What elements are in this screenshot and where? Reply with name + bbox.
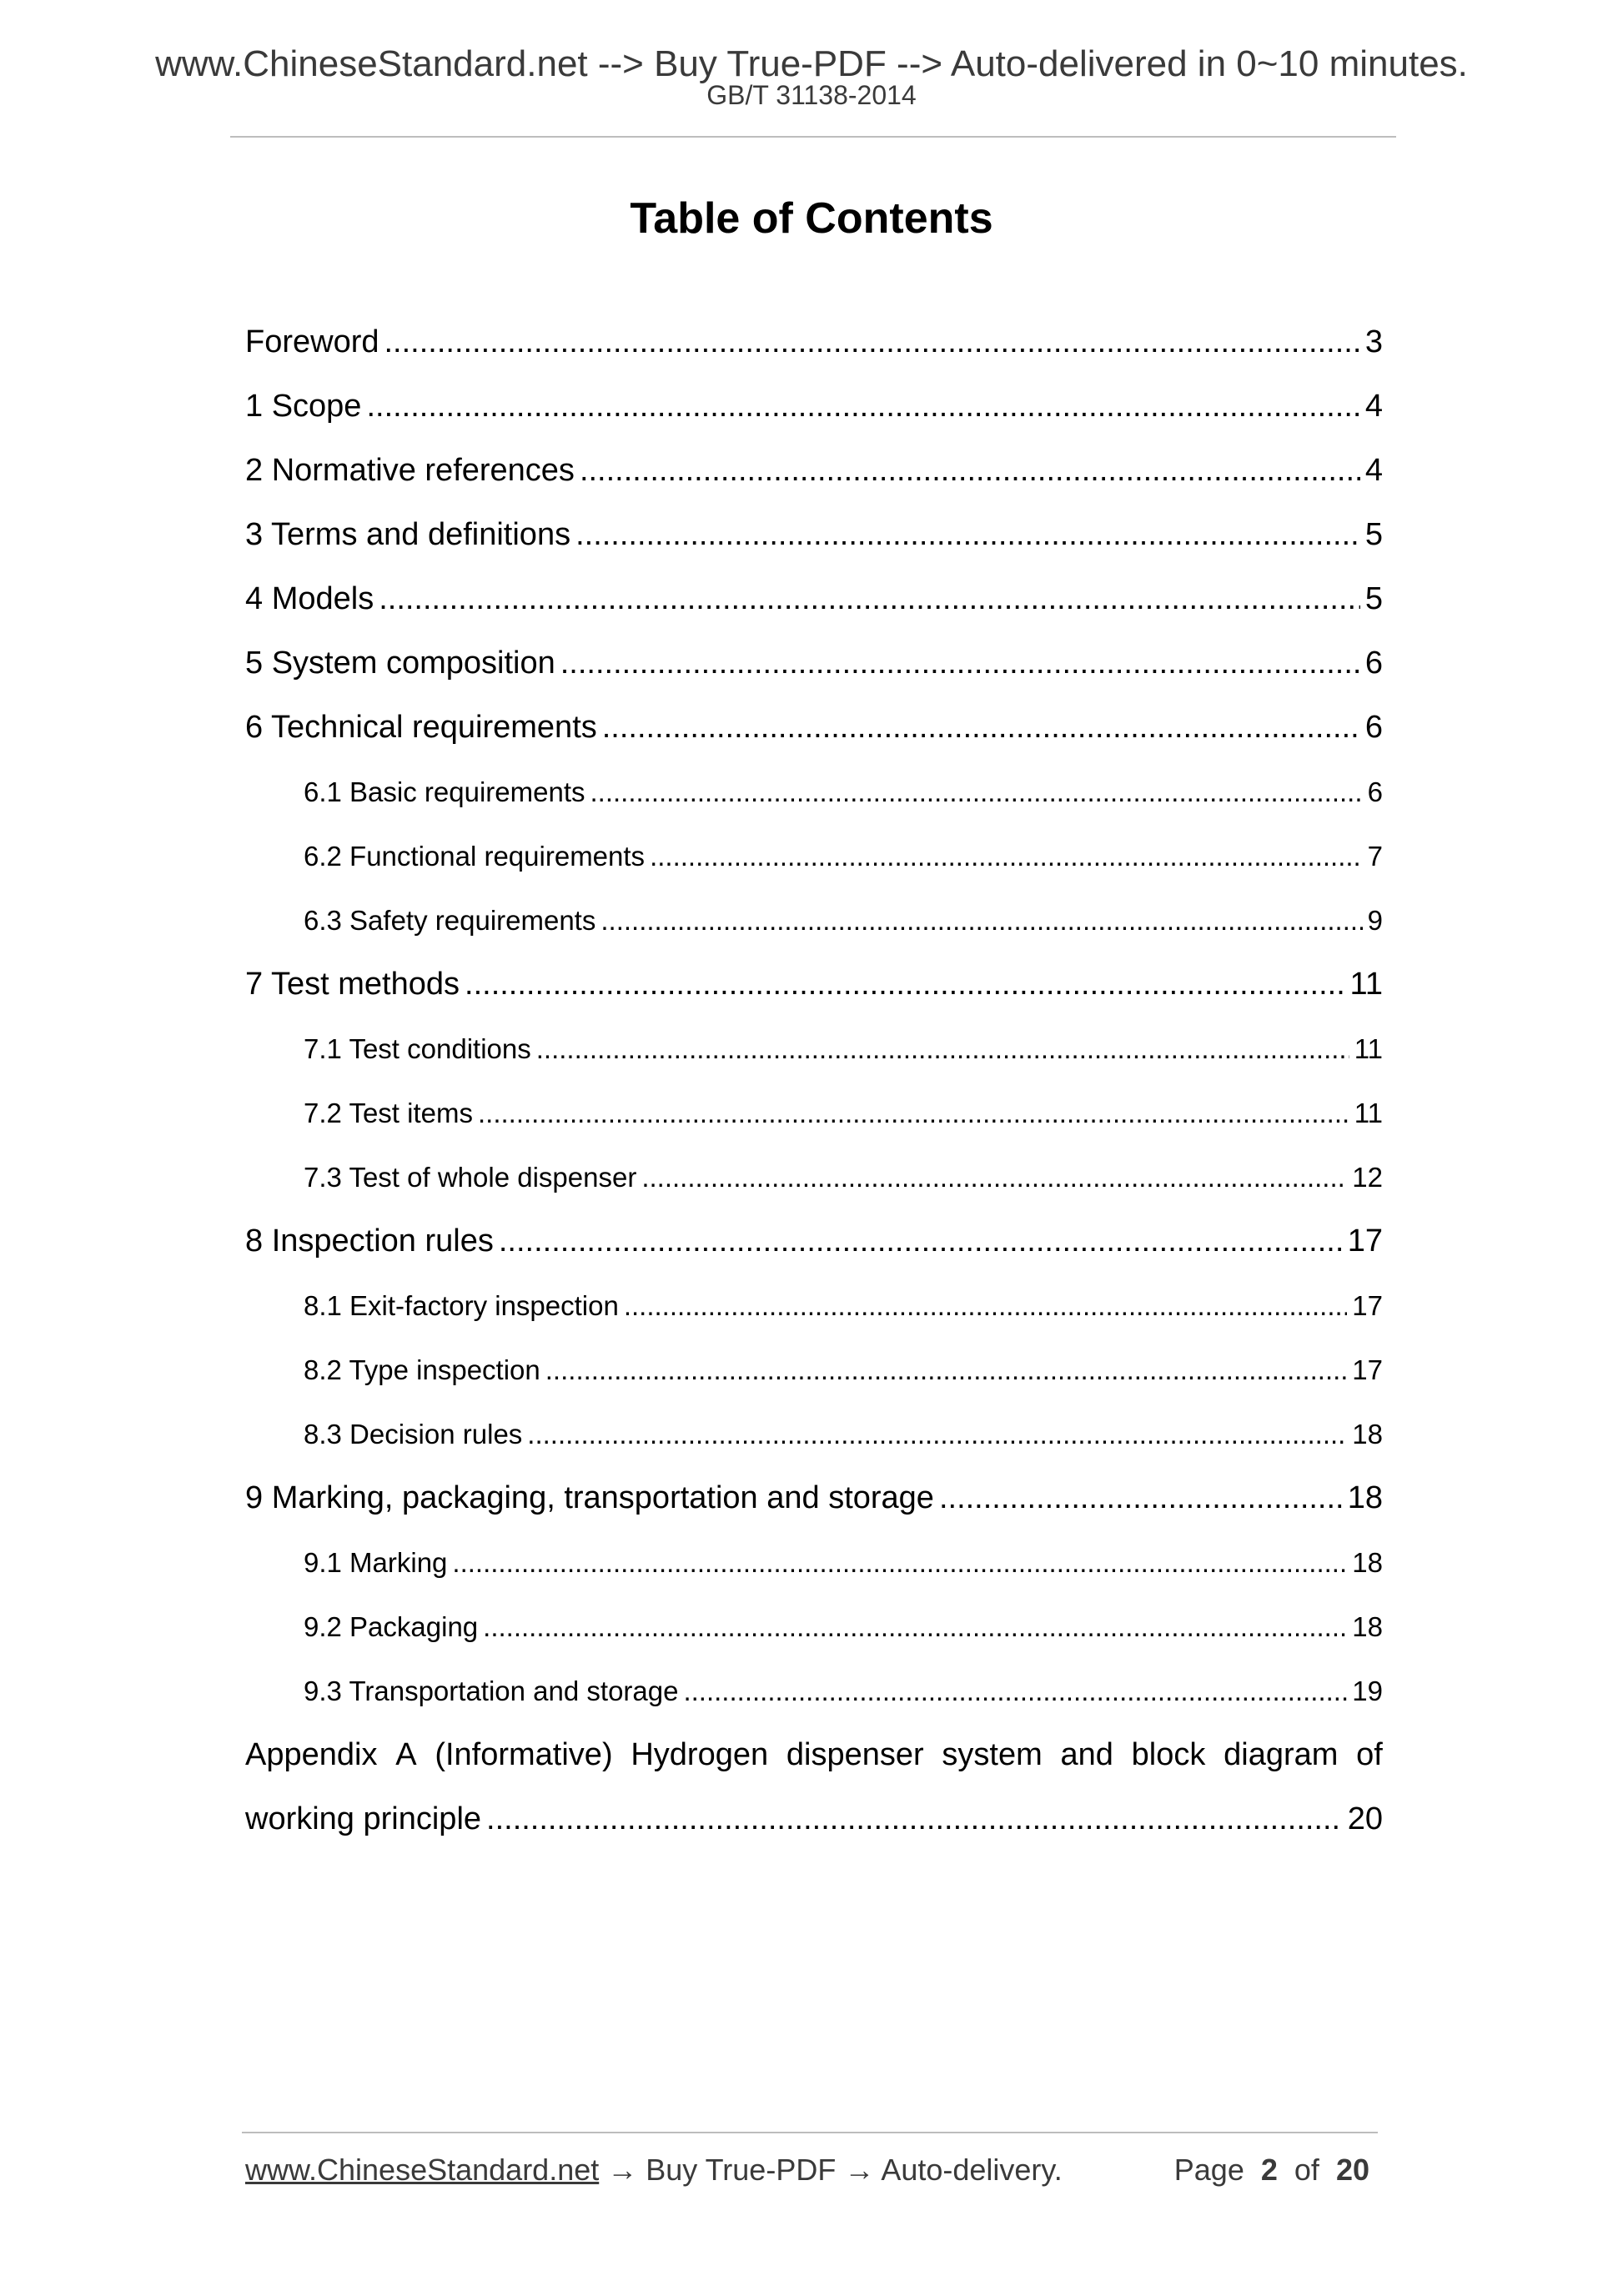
- toc-entry-label: 9.2 Packaging: [304, 1610, 479, 1642]
- footer-site-link[interactable]: www.ChineseStandard.net: [245, 2153, 600, 2187]
- toc-entry-test-methods[interactable]: [245, 952, 1383, 1017]
- toc-entry-page: 11: [1349, 967, 1383, 1002]
- toc-entry-exit-factory-inspection[interactable]: [245, 1274, 1383, 1338]
- toc-entry-appendix-a-continued[interactable]: [245, 1787, 1383, 1851]
- toc-entry-label: 4 Models: [245, 581, 374, 616]
- toc-entry-test-items[interactable]: [245, 1081, 1383, 1145]
- toc-entry-label: 8.1 Exit-factory inspection: [304, 1289, 619, 1321]
- dot-leader: [486, 1801, 1343, 1837]
- dot-leader: [536, 1033, 1349, 1065]
- toc-entry-label: Foreword: [245, 324, 379, 359]
- dot-leader: [379, 581, 1360, 617]
- toc-entry-word: and: [1060, 1737, 1113, 1772]
- toc-entry-page: 4: [1364, 389, 1383, 424]
- toc-entry-safety-requirements[interactable]: [245, 888, 1383, 952]
- toc-entry-label: 6.3 Safety requirements: [304, 904, 596, 936]
- dot-leader: [650, 841, 1363, 872]
- toc-entry-page: 20: [1347, 1801, 1383, 1836]
- toc-entry-page: 18: [1352, 1418, 1383, 1449]
- toc-entry-appendix-a[interactable]: [245, 1723, 1383, 1787]
- toc-entry-label: 6.1 Basic requirements: [304, 776, 585, 807]
- toc-entry-page: 11: [1354, 1097, 1383, 1128]
- dot-leader: [590, 776, 1363, 808]
- dot-leader: [384, 324, 1360, 360]
- toc-entry-label: 7 Test methods: [245, 967, 460, 1002]
- toc-entry-type-inspection[interactable]: [245, 1338, 1383, 1402]
- page-indicator: [1174, 2152, 1369, 2188]
- toc-entry-word: system: [942, 1737, 1043, 1772]
- toc-entry-marking[interactable]: [245, 1530, 1383, 1595]
- toc-entry-marking-packaging-transportation-storage[interactable]: [245, 1466, 1383, 1530]
- toc-entry-word: (Informative): [435, 1737, 613, 1772]
- toc-entry-models[interactable]: [245, 567, 1383, 631]
- header-divider: [230, 136, 1396, 138]
- toc-entry-page: 3: [1364, 324, 1383, 359]
- dot-leader: [641, 1162, 1347, 1193]
- toc-entry-inspection-rules[interactable]: [245, 1209, 1383, 1274]
- toc-entry-label: 3 Terms and definitions: [245, 517, 571, 552]
- toc-entry-transportation-and-storage[interactable]: [245, 1659, 1383, 1723]
- toc-entry-page: 4: [1364, 453, 1383, 488]
- toc-entry-foreword[interactable]: [245, 310, 1383, 374]
- toc-entry-label: 7.1 Test conditions: [304, 1032, 531, 1064]
- toc-entry-page: 5: [1364, 581, 1383, 616]
- of-word: of: [1294, 2153, 1319, 2187]
- dot-leader: [602, 710, 1360, 746]
- toc-entry-terms-and-definitions[interactable]: [245, 503, 1383, 567]
- toc-entry-label: working principle: [245, 1801, 482, 1836]
- toc-entry-label: 8.2 Type inspection: [304, 1354, 540, 1385]
- toc-entry-word: diagram: [1224, 1737, 1339, 1772]
- dot-leader: [545, 1354, 1348, 1386]
- toc-entry-label: 1 Scope: [245, 389, 362, 424]
- toc-entry-normative-references[interactable]: [245, 439, 1383, 503]
- toc-entry-page: 18: [1352, 1546, 1383, 1578]
- dot-leader: [624, 1290, 1347, 1322]
- dot-leader: [499, 1223, 1343, 1259]
- toc-entry-word: Hydrogen: [631, 1737, 769, 1772]
- toc-entry-scope[interactable]: [245, 374, 1383, 439]
- current-page-number: 2: [1260, 2153, 1278, 2187]
- toc-entry-word: A: [395, 1737, 417, 1772]
- toc-entry-packaging[interactable]: [245, 1595, 1383, 1659]
- dot-leader: [483, 1611, 1347, 1643]
- dot-leader: [939, 1480, 1343, 1516]
- toc-entry-page: 19: [1352, 1675, 1383, 1706]
- toc-entry-word: of: [1356, 1737, 1383, 1772]
- toc-entry-page: 18: [1347, 1480, 1383, 1515]
- document-code: GB/T 31138-2014: [706, 80, 917, 110]
- toc-entry-basic-requirements[interactable]: [245, 760, 1383, 824]
- toc-entry-label: 6.2 Functional requirements: [304, 840, 646, 872]
- toc-entry-label: 7.3 Test of whole dispenser: [304, 1161, 637, 1193]
- dot-leader: [527, 1419, 1347, 1450]
- toc-entry-page: 17: [1352, 1354, 1383, 1385]
- dot-leader: [478, 1098, 1349, 1129]
- toc-entry-page: 12: [1352, 1161, 1383, 1193]
- toc-entry-page: 6: [1364, 646, 1383, 681]
- toc-entry-page: 11: [1354, 1032, 1383, 1064]
- toc-entry-page: 18: [1352, 1610, 1383, 1642]
- toc-entry-label: 8 Inspection rules: [245, 1223, 494, 1259]
- toc-entry-label: 5 System composition: [245, 646, 555, 681]
- toc-entry-test-of-whole-dispenser[interactable]: [245, 1145, 1383, 1209]
- toc-entry-word: block: [1131, 1737, 1206, 1772]
- toc-entry-page: 17: [1352, 1289, 1383, 1321]
- footer-tagline: → Buy True-PDF → Auto-delivery.: [599, 2153, 1063, 2187]
- toc-entry-page: 7: [1367, 840, 1383, 872]
- dot-leader: [465, 967, 1345, 1002]
- dot-leader: [366, 389, 1359, 425]
- toc-entry-system-composition[interactable]: [245, 631, 1383, 696]
- toc-entry-label: 9.1 Marking: [304, 1546, 448, 1578]
- dot-leader: [560, 646, 1360, 681]
- toc-entry-page: 17: [1347, 1223, 1383, 1259]
- toc-entry-label: 9.3 Transportation and storage: [304, 1675, 679, 1706]
- total-pages-number: 20: [1335, 2153, 1369, 2187]
- dot-leader: [575, 517, 1360, 553]
- toc-entry-label: 9 Marking, packaging, transportation and storage: [245, 1480, 934, 1515]
- table-of-contents: [245, 310, 1383, 1851]
- toc-title: Table of Contents: [630, 194, 993, 243]
- toc-entry-test-conditions[interactable]: [245, 1017, 1383, 1081]
- toc-entry-page: 5: [1364, 517, 1383, 552]
- toc-entry-label: 6 Technical requirements: [245, 710, 597, 745]
- dot-leader: [452, 1547, 1347, 1579]
- page-footer: [245, 2152, 1379, 2188]
- toc-entry-label: 2 Normative references: [245, 453, 575, 488]
- site-banner: www.ChineseStandard.net --> Buy True-PDF --> Auto-delivered in 0~10 minutes.: [155, 43, 1468, 84]
- toc-entry-word: dispenser: [786, 1737, 924, 1772]
- toc-entry-decision-rules[interactable]: [245, 1402, 1383, 1466]
- toc-entry-page: 6: [1367, 776, 1383, 807]
- dot-leader: [683, 1676, 1347, 1707]
- toc-entry-technical-requirements[interactable]: [245, 696, 1383, 760]
- toc-entry-page: 6: [1364, 710, 1383, 745]
- footer-divider: [242, 2132, 1378, 2133]
- dot-leader: [600, 905, 1362, 937]
- dot-leader: [580, 453, 1360, 489]
- toc-entry-label: 8.3 Decision rules: [304, 1418, 523, 1449]
- toc-entry-functional-requirements[interactable]: [245, 824, 1383, 888]
- page-word: Page: [1173, 2153, 1244, 2187]
- toc-entry-page: 9: [1367, 904, 1383, 936]
- toc-entry-label: 7.2 Test items: [304, 1097, 473, 1128]
- toc-entry-word: Appendix: [245, 1737, 378, 1772]
